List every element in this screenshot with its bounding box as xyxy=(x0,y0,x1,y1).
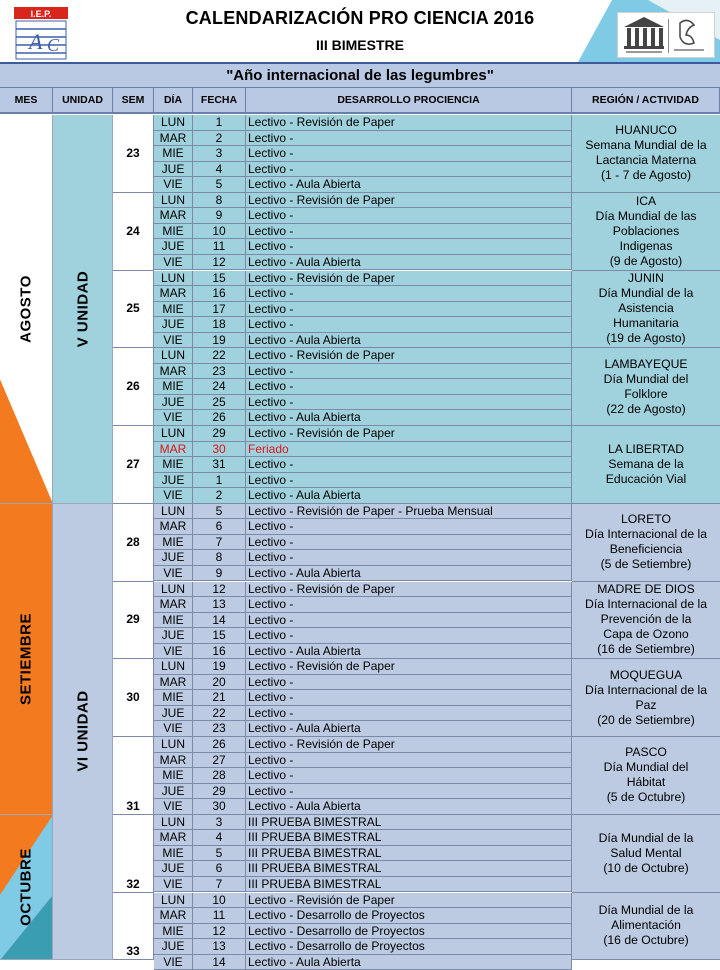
date-cell: 13 xyxy=(193,597,246,613)
date-cell: 27 xyxy=(193,753,246,769)
activity-desc-cell: Lectivo - Desarrollo de Proyectos xyxy=(246,908,572,924)
week-number: 32 xyxy=(126,876,140,891)
activity-desc-cell: Lectivo - xyxy=(246,208,572,224)
svg-text:I.E.P.: I.E.P. xyxy=(30,9,52,19)
activity-desc-cell: Lectivo - xyxy=(246,753,572,769)
day-cell: MAR xyxy=(154,908,193,924)
date-cell: 3 xyxy=(193,146,246,162)
day-cell: VIE xyxy=(154,799,193,815)
month-label: AGOSTO xyxy=(17,275,35,343)
month-cell xyxy=(0,115,53,504)
activity-desc-cell: Lectivo - Desarrollo de Proyectos xyxy=(246,924,572,940)
date-cell: 9 xyxy=(193,566,246,582)
activity-line: Educación Vial xyxy=(605,471,687,486)
date-cell: 30 xyxy=(193,799,246,815)
date-cell: 30 xyxy=(193,442,246,458)
date-cell: 2 xyxy=(193,488,246,504)
date-cell: 14 xyxy=(193,955,246,970)
header xyxy=(0,0,720,62)
date-cell: 19 xyxy=(193,659,246,675)
activity-desc-cell: Lectivo - xyxy=(246,317,572,333)
day-cell: MAR xyxy=(154,830,193,846)
activity-line: Lactancia Materna xyxy=(595,153,697,168)
year-banner: "Año internacional de las legumbres" xyxy=(0,62,720,88)
activity-line: (5 de Setiembre) xyxy=(600,557,692,572)
date-cell: 7 xyxy=(193,535,246,551)
date-cell: 10 xyxy=(193,893,246,909)
page-subtitle: III BIMESTRE xyxy=(316,37,404,53)
day-cell: MIE xyxy=(154,535,193,551)
date-cell: 31 xyxy=(193,457,246,473)
date-cell: 11 xyxy=(193,908,246,924)
date-cell: 5 xyxy=(193,504,246,520)
date-cell: 1 xyxy=(193,473,246,489)
region-activity-cell xyxy=(572,582,720,660)
activity-desc-cell: Lectivo - xyxy=(246,784,572,800)
day-cell: JUE xyxy=(154,550,193,566)
region-activity-text xyxy=(585,582,707,657)
day-cell: VIE xyxy=(154,644,193,660)
week-number: 24 xyxy=(126,223,140,238)
activity-desc-cell: Lectivo - xyxy=(246,162,572,178)
week-number: 30 xyxy=(126,690,140,705)
activity-desc-cell: Lectivo - xyxy=(246,535,572,551)
day-cell: LUN xyxy=(154,737,193,753)
date-cell: 15 xyxy=(193,628,246,644)
unit-cell xyxy=(53,504,113,960)
day-cell: LUN xyxy=(154,115,193,131)
week-number-cell xyxy=(113,115,154,193)
activity-line: Hábitat xyxy=(626,775,666,790)
date-cell: 23 xyxy=(193,364,246,380)
day-cell: MIE xyxy=(154,146,193,162)
school-logo xyxy=(14,7,68,61)
region-activity-cell xyxy=(572,815,720,893)
activity-line: LA LIBERTAD xyxy=(607,441,685,456)
activity-line: Asistencia xyxy=(618,301,674,316)
day-cell: MAR xyxy=(154,131,193,147)
column-header: SEM xyxy=(113,88,154,114)
activity-line: Semana Mundial de la xyxy=(585,138,707,153)
activity-line: LAMBAYEQUE xyxy=(604,356,688,371)
activity-desc-cell: Lectivo - xyxy=(246,628,572,644)
activity-line: (5 de Octubre) xyxy=(606,790,686,805)
activity-desc-cell: Lectivo - xyxy=(246,706,572,722)
activity-line: Día Mundial de la xyxy=(598,903,694,918)
week-number: 23 xyxy=(126,145,140,160)
day-cell: MIE xyxy=(154,690,193,706)
activity-desc-cell: Lectivo - Revisión de Paper xyxy=(246,893,572,909)
day-cell: MAR xyxy=(154,753,193,769)
day-cell: JUE xyxy=(154,473,193,489)
activity-desc-cell: Lectivo - xyxy=(246,675,572,691)
activity-line: Día Internacional de la xyxy=(585,682,707,697)
date-cell: 6 xyxy=(193,861,246,877)
date-cell: 28 xyxy=(193,768,246,784)
activity-desc-cell: Lectivo - Aula Abierta xyxy=(246,177,572,193)
week-number-cell xyxy=(113,815,154,893)
activity-desc-cell: Lectivo - Revisión de Paper xyxy=(246,426,572,442)
day-cell: LUN xyxy=(154,426,193,442)
day-cell: MAR xyxy=(154,675,193,691)
week-number-cell xyxy=(113,193,154,271)
date-cell: 22 xyxy=(193,348,246,364)
activity-desc-cell: Lectivo - xyxy=(246,597,572,613)
activity-line: Semana de la xyxy=(608,456,684,471)
date-cell: 19 xyxy=(193,333,246,349)
day-cell: JUE xyxy=(154,706,193,722)
region-activity-text xyxy=(596,194,697,269)
day-cell: MIE xyxy=(154,924,193,940)
activity-desc-cell: Lectivo - xyxy=(246,224,572,240)
date-cell: 13 xyxy=(193,939,246,955)
day-cell: MAR xyxy=(154,364,193,380)
date-cell: 16 xyxy=(193,644,246,660)
day-cell: VIE xyxy=(154,721,193,737)
activity-line: JUNIN xyxy=(628,271,664,286)
activity-line: ICA xyxy=(635,193,657,208)
activity-desc-cell: Lectivo - Revisión de Paper xyxy=(246,115,572,131)
day-cell: MAR xyxy=(154,597,193,613)
date-cell: 7 xyxy=(193,877,246,893)
date-cell: 26 xyxy=(193,737,246,753)
activity-desc-cell: Lectivo - xyxy=(246,519,572,535)
day-cell: VIE xyxy=(154,488,193,504)
date-cell: 16 xyxy=(193,286,246,302)
activity-line: PASCO xyxy=(625,745,667,760)
day-cell: MIE xyxy=(154,302,193,318)
activity-desc-cell: Lectivo - xyxy=(246,395,572,411)
date-cell: 29 xyxy=(193,426,246,442)
activity-desc-cell: Lectivo - Revisión de Paper xyxy=(246,271,572,287)
date-cell: 22 xyxy=(193,706,246,722)
activity-desc-cell: Lectivo - Aula Abierta xyxy=(246,410,572,426)
region-activity-text xyxy=(604,357,689,417)
date-cell: 3 xyxy=(193,815,246,831)
svg-text:A: A xyxy=(29,29,43,54)
day-cell: VIE xyxy=(154,177,193,193)
activity-line: Humanitaria xyxy=(613,316,679,331)
activity-line: Indigenas xyxy=(619,238,673,253)
column-header: REGIÓN / ACTIVIDAD xyxy=(572,88,720,114)
date-cell: 10 xyxy=(193,224,246,240)
week-number-cell xyxy=(113,504,154,582)
date-cell: 12 xyxy=(193,924,246,940)
region-activity-text xyxy=(585,512,707,572)
day-cell: LUN xyxy=(154,348,193,364)
day-cell: JUE xyxy=(154,395,193,411)
date-cell: 2 xyxy=(193,131,246,147)
week-number: 27 xyxy=(126,456,140,471)
region-activity-cell xyxy=(572,426,720,504)
activity-line: Capa de Ozono xyxy=(603,627,689,642)
activity-desc-cell: Lectivo - Revisión de Paper xyxy=(246,582,572,598)
day-cell: MIE xyxy=(154,613,193,629)
date-cell: 6 xyxy=(193,519,246,535)
column-header: FECHA xyxy=(193,88,246,114)
activity-line: Alimentación xyxy=(611,918,681,933)
activity-desc-cell: Lectivo - Aula Abierta xyxy=(246,488,572,504)
activity-line: Paz xyxy=(635,697,657,712)
activity-line: Folklore xyxy=(624,386,668,401)
activity-desc-cell: Lectivo - Aula Abierta xyxy=(246,566,572,582)
week-number: 28 xyxy=(126,534,140,549)
region-activity-text xyxy=(604,745,689,805)
activity-desc-cell: Lectivo - Aula Abierta xyxy=(246,333,572,349)
activity-desc-cell: Lectivo - xyxy=(246,768,572,784)
activity-desc-cell: Lectivo - xyxy=(246,457,572,473)
day-cell: VIE xyxy=(154,566,193,582)
region-activity-text xyxy=(606,442,686,487)
activity-desc-cell: III PRUEBA BIMESTRAL xyxy=(246,877,572,893)
region-activity-text xyxy=(599,271,694,346)
date-cell: 5 xyxy=(193,846,246,862)
activity-line: (22 de Agosto) xyxy=(606,401,686,416)
activity-desc-cell: III PRUEBA BIMESTRAL xyxy=(246,861,572,877)
activity-desc-cell: Lectivo - xyxy=(246,379,572,395)
activity-desc-cell: Lectivo - Aula Abierta xyxy=(246,644,572,660)
activity-desc-cell: Lectivo - Revisión de Paper - Prueba Mensual xyxy=(246,504,572,520)
date-cell: 4 xyxy=(193,162,246,178)
activity-desc-cell: Lectivo - Revisión de Paper xyxy=(246,348,572,364)
activity-line: Poblaciones xyxy=(612,223,680,238)
week-number: 33 xyxy=(126,944,140,958)
region-activity-text xyxy=(585,123,706,183)
activity-desc-cell: Feriado xyxy=(246,442,572,458)
day-cell: MIE xyxy=(154,457,193,473)
region-activity-cell xyxy=(572,737,720,815)
region-activity-cell xyxy=(572,115,720,193)
region-activity-cell xyxy=(572,193,720,271)
activity-line: MOQUEGUA xyxy=(609,667,683,682)
day-cell: MAR xyxy=(154,286,193,302)
activity-line: (20 de Setiembre) xyxy=(597,712,695,727)
region-activity-text xyxy=(599,903,694,948)
date-cell: 25 xyxy=(193,395,246,411)
activity-line: (16 de Setiembre) xyxy=(597,642,695,657)
date-cell: 8 xyxy=(193,550,246,566)
date-cell: 17 xyxy=(193,302,246,318)
week-number-cell xyxy=(113,737,154,815)
activity-desc-cell: Lectivo - xyxy=(246,302,572,318)
activity-desc-cell: Lectivo - Aula Abierta xyxy=(246,799,572,815)
region-activity-cell xyxy=(572,504,720,582)
day-cell: MIE xyxy=(154,846,193,862)
activity-line: (1 - 7 de Agosto) xyxy=(600,168,692,183)
activity-desc-cell: Lectivo - Revisión de Paper xyxy=(246,659,572,675)
date-cell: 15 xyxy=(193,271,246,287)
week-number-cell xyxy=(113,426,154,504)
week-number-cell xyxy=(113,271,154,349)
activity-line: Día Mundial de las xyxy=(595,208,697,223)
svg-text:C: C xyxy=(47,35,60,55)
week-number-cell xyxy=(113,659,154,737)
month-cell xyxy=(0,815,53,960)
date-cell: 24 xyxy=(193,379,246,395)
day-cell: LUN xyxy=(154,504,193,520)
activity-desc-cell: Lectivo - Revisión de Paper xyxy=(246,737,572,753)
unit-label: VI UNIDAD xyxy=(74,690,91,772)
column-header: MES xyxy=(0,88,53,114)
day-cell: MAR xyxy=(154,208,193,224)
activity-desc-cell: Lectivo - Aula Abierta xyxy=(246,955,572,970)
activity-line: HUANUCO xyxy=(615,123,677,138)
week-number-cell xyxy=(113,582,154,660)
date-cell: 9 xyxy=(193,208,246,224)
day-cell: MIE xyxy=(154,379,193,395)
activity-line: (19 de Agosto) xyxy=(606,331,686,346)
activity-desc-cell: Lectivo - xyxy=(246,131,572,147)
date-cell: 23 xyxy=(193,721,246,737)
activity-line: LORETO xyxy=(621,512,671,527)
activity-desc-cell: Lectivo - xyxy=(246,146,572,162)
date-cell: 5 xyxy=(193,177,246,193)
date-cell: 4 xyxy=(193,830,246,846)
day-cell: VIE xyxy=(154,255,193,271)
date-cell: 14 xyxy=(193,613,246,629)
week-number-cell xyxy=(113,348,154,426)
activity-desc-cell: Lectivo - Desarrollo de Proyectos xyxy=(246,939,572,955)
week-number: 29 xyxy=(126,612,140,627)
region-activity-cell xyxy=(572,271,720,349)
unesco-logo xyxy=(617,12,715,58)
activity-line: Día Internacional de la xyxy=(585,527,707,542)
day-cell: VIE xyxy=(154,955,193,970)
activity-line: Día Mundial de la xyxy=(598,830,694,845)
date-cell: 29 xyxy=(193,784,246,800)
activity-line: Día Internacional de la xyxy=(585,597,707,612)
day-cell: LUN xyxy=(154,893,193,909)
week-number: 25 xyxy=(126,301,140,316)
activity-line: (9 de Agosto) xyxy=(609,253,683,268)
activity-desc-cell: Lectivo - xyxy=(246,690,572,706)
day-cell: JUE xyxy=(154,628,193,644)
activity-line: MADRE DE DIOS xyxy=(597,582,695,597)
day-cell: VIE xyxy=(154,877,193,893)
activity-desc-cell: III PRUEBA BIMESTRAL xyxy=(246,830,572,846)
activity-desc-cell: Lectivo - xyxy=(246,239,572,255)
day-cell: JUE xyxy=(154,317,193,333)
day-cell: LUN xyxy=(154,193,193,209)
region-activity-cell xyxy=(572,659,720,737)
activity-line: Día Mundial del xyxy=(603,760,689,775)
day-cell: JUE xyxy=(154,939,193,955)
day-cell: MIE xyxy=(154,224,193,240)
page-title: CALENDARIZACIÓN PRO CIENCIA 2016 xyxy=(185,8,535,28)
month-label: OCTUBRE xyxy=(17,848,35,926)
day-cell: MAR xyxy=(154,519,193,535)
date-cell: 11 xyxy=(193,239,246,255)
week-number-cell xyxy=(113,893,154,961)
day-cell: JUE xyxy=(154,861,193,877)
day-cell: VIE xyxy=(154,410,193,426)
date-cell: 8 xyxy=(193,193,246,209)
unit-label: V UNIDAD xyxy=(74,270,91,348)
day-cell: LUN xyxy=(154,582,193,598)
activity-desc-cell: Lectivo - xyxy=(246,613,572,629)
day-cell: JUE xyxy=(154,162,193,178)
region-activity-text xyxy=(585,668,707,728)
month-cell xyxy=(0,504,53,815)
week-number: 26 xyxy=(126,379,140,394)
activity-line: Salud Mental xyxy=(610,845,682,860)
day-cell: LUN xyxy=(154,815,193,831)
day-cell: MIE xyxy=(154,768,193,784)
date-cell: 20 xyxy=(193,675,246,691)
activity-desc-cell: Lectivo - Aula Abierta xyxy=(246,255,572,271)
activity-desc-cell: Lectivo - Aula Abierta xyxy=(246,721,572,737)
date-cell: 12 xyxy=(193,255,246,271)
day-cell: VIE xyxy=(154,333,193,349)
day-cell: JUE xyxy=(154,239,193,255)
date-cell: 26 xyxy=(193,410,246,426)
column-header: UNIDAD xyxy=(53,88,113,114)
region-activity-cell xyxy=(572,348,720,426)
date-cell: 1 xyxy=(193,115,246,131)
activity-desc-cell: Lectivo - xyxy=(246,364,572,380)
date-cell: 18 xyxy=(193,317,246,333)
column-header: DESARROLLO PROCIENCIA xyxy=(246,88,572,114)
activity-line: (16 de Octubre) xyxy=(603,933,689,948)
activity-desc-cell: Lectivo - xyxy=(246,550,572,566)
day-cell: LUN xyxy=(154,659,193,675)
week-number: 31 xyxy=(126,798,140,813)
month-label: SETIEMBRE xyxy=(17,612,35,705)
region-activity-cell xyxy=(572,893,720,961)
day-cell: LUN xyxy=(154,271,193,287)
day-cell: JUE xyxy=(154,784,193,800)
date-cell: 21 xyxy=(193,690,246,706)
activity-line: (10 de Octubre) xyxy=(603,860,689,875)
column-header: DÍA xyxy=(154,88,193,114)
date-cell: 12 xyxy=(193,582,246,598)
activity-line: Prevención de la xyxy=(600,612,692,627)
activity-desc-cell: Lectivo - Revisión de Paper xyxy=(246,193,572,209)
activity-desc-cell: Lectivo - xyxy=(246,473,572,489)
day-cell: MAR xyxy=(154,442,193,458)
activity-line: Beneficiencia xyxy=(609,542,683,557)
activity-desc-cell: III PRUEBA BIMESTRAL xyxy=(246,846,572,862)
region-activity-text xyxy=(599,831,694,876)
activity-desc-cell: Lectivo - xyxy=(246,286,572,302)
activity-desc-cell: III PRUEBA BIMESTRAL xyxy=(246,815,572,831)
unit-cell xyxy=(53,115,113,504)
activity-line: Día Mundial de la xyxy=(598,286,694,301)
activity-line: Día Mundial del xyxy=(603,371,689,386)
